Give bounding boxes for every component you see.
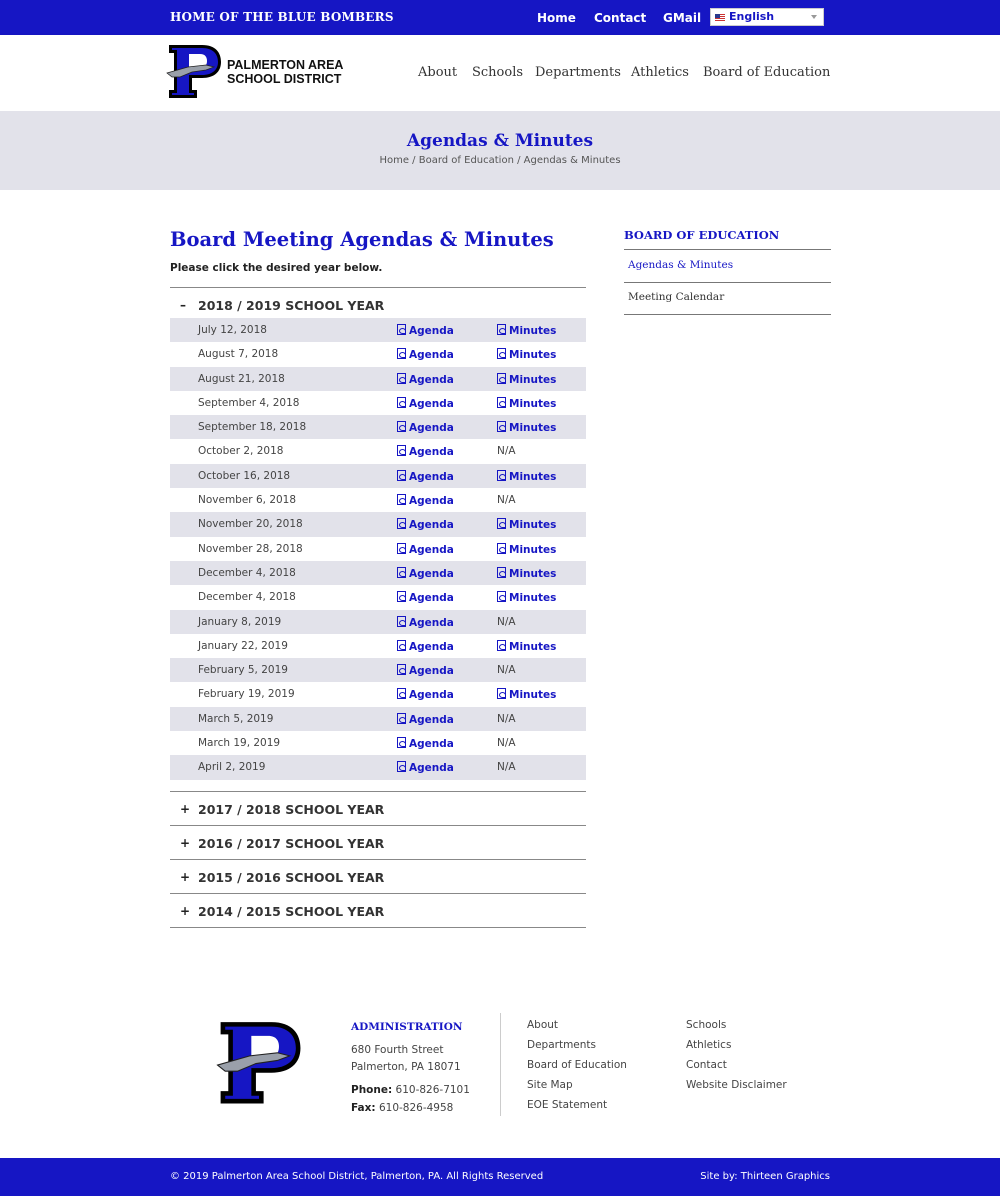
minutes-link[interactable] [497,543,556,556]
expand-icon: + [180,904,191,918]
nav-schools[interactable]: Schools [472,65,524,80]
table-row [170,415,586,439]
footer-link-about[interactable]: About [527,1019,559,1031]
agenda-link[interactable] [397,397,454,410]
agenda-link[interactable] [397,373,454,386]
minutes-label: Minutes [509,422,557,435]
pdf-icon [397,737,406,748]
agenda-label: Agenda [409,543,454,556]
agenda-label: Agenda [409,665,454,678]
top-link-gmail[interactable]: GMail [663,11,702,25]
meeting-date: July 12, 2018 [198,324,267,336]
meetings-table [170,318,586,780]
agenda-label: Agenda [409,325,454,337]
table-row [170,658,586,682]
table-row [170,707,586,731]
minutes-not-available: N/A [497,664,516,677]
site-header [0,35,1000,111]
meeting-date: August 21, 2018 [198,372,285,385]
minutes-label: Minutes [509,592,557,605]
table-row [170,439,586,463]
minutes-link[interactable] [497,348,556,361]
table-row [170,464,586,488]
district-name-line1: PALMERTON AREA [227,58,344,72]
pdf-icon [497,640,506,651]
meeting-date: September 4, 2018 [198,396,300,409]
agenda-label: Agenda [409,567,454,580]
table-row [170,512,586,536]
agenda-label: Agenda [409,616,454,629]
pdf-icon [497,591,506,602]
agenda-link[interactable] [397,543,454,556]
accordion-divider [170,927,586,928]
minutes-label: Minutes [509,689,557,702]
meeting-date: November 20, 2018 [198,518,303,531]
minutes-label: Minutes [509,543,557,556]
minutes-link[interactable] [497,421,556,434]
accordion-divider [170,859,586,860]
agenda-link[interactable] [397,616,454,629]
page-title: Agendas & Minutes [406,131,594,151]
agenda-link[interactable] [397,761,454,774]
pdf-icon [397,348,406,359]
meeting-date: April 2, 2019 [198,761,266,774]
district-name-line2: SCHOOL DISTRICT [227,72,342,86]
us-flag-icon [715,14,725,21]
meeting-date: August 7, 2018 [198,348,279,361]
pdf-icon [397,591,406,602]
district-name[interactable] [227,58,343,86]
minutes-link[interactable] [497,470,556,483]
agenda-link[interactable] [397,518,454,531]
pdf-icon [397,640,406,651]
bottom-bar [0,1158,1000,1196]
expand-icon: + [180,802,191,816]
pdf-icon [397,470,406,481]
pdf-icon [397,713,406,724]
breadcrumb-home[interactable]: Home [379,155,409,166]
sidebar-item-meeting-calendar[interactable]: Meeting Calendar [628,291,725,303]
pdf-icon [397,494,406,505]
language-select[interactable] [710,8,824,26]
table-row [170,537,586,561]
agenda-link[interactable] [397,348,454,361]
collapse-icon: – [180,298,186,312]
pdf-icon [497,421,506,432]
accordion-divider [170,825,586,826]
meeting-date: January 22, 2019 [198,639,288,652]
agenda-link[interactable] [397,494,454,507]
footer-link-website-disclaimer[interactable]: Website Disclaimer [686,1079,787,1091]
agenda-link[interactable] [397,737,454,750]
minutes-link[interactable] [497,567,556,580]
pdf-icon [497,567,506,578]
footer-link-athletics[interactable]: Athletics [686,1039,732,1051]
year-toggle-2015-2016[interactable] [170,861,586,893]
pdf-icon [397,688,406,699]
phone-label: Phone: [351,1084,393,1096]
minutes-label: Minutes [509,325,557,337]
minutes-not-available: N/A [497,712,516,725]
pdf-icon [497,518,506,529]
fax-number: 610-826-4958 [378,1102,454,1114]
footer-link-contact[interactable]: Contact [686,1059,727,1071]
accordion-divider [170,893,586,894]
meeting-date: October 2, 2018 [198,445,284,458]
footer-city: Palmerton, PA 18071 [351,1061,461,1073]
minutes-not-available: N/A [497,737,516,750]
year-label: 2016 / 2017 SCHOOL YEAR [198,836,385,851]
year-toggle-2018-2019[interactable] [170,289,586,321]
year-label: 2017 / 2018 SCHOOL YEAR [198,802,385,817]
sidebar-divider [624,314,831,315]
meeting-date: September 18, 2018 [198,421,307,434]
expand-icon: + [180,836,191,850]
language-selected: English [729,10,775,23]
top-link-home[interactable]: Home [537,11,576,25]
table-row [170,755,586,779]
year-label: 2015 / 2016 SCHOOL YEAR [198,870,385,885]
footer-link-eoe-statement[interactable]: EOE Statement [527,1099,608,1111]
year-toggle-2014-2015[interactable] [170,895,586,927]
pdf-icon [497,373,506,384]
breadcrumb-current: Agendas & Minutes [523,155,621,166]
agenda-link[interactable] [397,664,454,677]
pdf-icon [397,761,406,772]
sidebar-title: BOARD OF EDUCATION [624,228,780,242]
pdf-icon [397,445,406,456]
table-row [170,682,586,706]
content-heading: Board Meeting Agendas & Minutes [170,228,554,251]
nav-board-of-education[interactable]: Board of Education [703,65,831,80]
breadcrumb: Home / Board of Education / Agendas & Minutes [379,155,621,166]
footer-divider [500,1013,501,1116]
pdf-icon [497,543,506,554]
table-row [170,731,586,755]
agenda-label: Agenda [409,470,454,483]
agenda-label: Agenda [409,592,454,605]
meeting-date: February 5, 2019 [198,664,288,677]
agenda-link[interactable] [397,591,454,604]
footer-link-board-of-education[interactable]: Board of Education [527,1059,627,1071]
pdf-icon [397,518,406,529]
minutes-label: Minutes [509,397,557,410]
minutes-label: Minutes [509,373,557,386]
minutes-link[interactable] [497,591,556,604]
minutes-label: Minutes [509,470,557,483]
minutes-not-available: N/A [497,445,516,458]
table-row [170,488,586,512]
minutes-not-available: N/A [497,494,516,507]
agenda-link[interactable] [397,421,454,434]
minutes-label: Minutes [509,349,557,362]
minutes-link[interactable] [497,640,556,653]
sidebar-divider [624,249,831,250]
minutes-link[interactable] [497,397,556,410]
agenda-label: Agenda [409,640,454,653]
agenda-label: Agenda [409,519,454,532]
meeting-date: January 8, 2019 [198,615,282,628]
agenda-link[interactable] [397,567,454,580]
nav-about[interactable]: About [418,65,458,80]
agenda-label: Agenda [409,738,454,751]
content-instructions: Please click the desired year below. [170,262,383,274]
breadcrumb-board-of-education[interactable]: Board of Education [418,155,514,166]
nav-departments[interactable]: Departments [535,65,621,80]
agenda-label: Agenda [409,762,454,775]
agenda-label: Agenda [409,397,454,410]
footer-fax [351,1102,453,1114]
agenda-link[interactable] [397,688,454,701]
pdf-icon [497,348,506,359]
agenda-label: Agenda [409,446,454,459]
agenda-link[interactable] [397,470,454,483]
accordion-divider [170,791,586,792]
agenda-label: Agenda [409,349,454,362]
footer-admin-title: ADMINISTRATION [351,1021,463,1033]
pdf-icon [397,324,406,335]
top-link-contact[interactable]: Contact [594,11,647,25]
minutes-label: Minutes [509,519,557,532]
agenda-link[interactable] [397,713,454,726]
agenda-label: Agenda [409,422,454,435]
meeting-date: March 19, 2019 [198,737,281,750]
sidebar-item-agendas-minutes[interactable]: Agendas & Minutes [628,259,734,271]
minutes-link[interactable] [497,688,556,701]
footer-phone [351,1084,470,1096]
pdf-icon [497,470,506,481]
pdf-icon [497,397,506,408]
agenda-link[interactable] [397,324,454,337]
footer-link-schools[interactable]: Schools [686,1019,727,1031]
copyright: © 2019 Palmerton Area School District, Palmerton, PA. All Rights Reserved [170,1171,544,1182]
table-row [170,318,586,342]
minutes-not-available: N/A [497,615,516,628]
table-row [170,342,586,366]
nav-athletics[interactable]: Athletics [631,65,689,80]
site-tagline: HOME OF THE BLUE BOMBERS [170,10,394,24]
footer-logo-icon[interactable] [215,1019,303,1105]
minutes-label: Minutes [509,567,557,580]
pdf-icon [397,664,406,675]
meeting-date: October 16, 2018 [198,469,291,482]
agenda-label: Agenda [409,713,454,726]
page-banner [0,111,1000,190]
meeting-date: December 4, 2018 [198,591,296,604]
pdf-icon [397,373,406,384]
dropdown-arrow-icon [811,15,817,19]
minutes-not-available: N/A [497,761,516,774]
agenda-link[interactable] [397,445,454,458]
agenda-label: Agenda [409,689,454,702]
table-row [170,610,586,634]
fax-label: Fax: [351,1102,376,1114]
meeting-date: December 4, 2018 [198,566,296,579]
sidebar-divider [624,282,831,283]
district-logo-icon[interactable] [166,43,222,99]
table-row [170,391,586,415]
pdf-icon [397,543,406,554]
footer-link-site-map[interactable]: Site Map [527,1079,573,1091]
meeting-date: November 6, 2018 [198,494,297,507]
pdf-icon [497,688,506,699]
year-label: 2018 / 2019 SCHOOL YEAR [198,298,385,313]
accordion-divider [170,287,586,288]
phone-number[interactable]: 610-826-7101 [395,1084,470,1096]
top-bar [0,0,1000,35]
table-row [170,561,586,585]
pdf-icon [397,567,406,578]
year-label: 2014 / 2015 SCHOOL YEAR [198,904,385,919]
footer-link-departments[interactable]: Departments [527,1039,597,1051]
agenda-label: Agenda [409,373,454,386]
meeting-date: February 19, 2019 [198,688,295,701]
pdf-icon [497,324,506,335]
minutes-label: Minutes [509,640,557,653]
table-row [170,634,586,658]
agenda-label: Agenda [409,495,454,508]
minutes-link[interactable] [497,373,556,386]
minutes-link[interactable] [497,324,556,337]
pdf-icon [397,421,406,432]
pdf-icon [397,616,406,627]
meeting-date: March 5, 2019 [198,712,274,725]
meeting-date: November 28, 2018 [198,542,303,555]
minutes-link[interactable] [497,518,556,531]
expand-icon: + [180,870,191,884]
pdf-icon [397,397,406,408]
year-toggle-2017-2018[interactable] [170,793,586,825]
agenda-link[interactable] [397,640,454,653]
year-toggle-2016-2017[interactable] [170,827,586,859]
site-credit[interactable]: Site by: Thirteen Graphics [700,1171,830,1182]
table-row [170,367,586,391]
table-row [170,585,586,609]
footer-street: 680 Fourth Street [351,1044,444,1056]
